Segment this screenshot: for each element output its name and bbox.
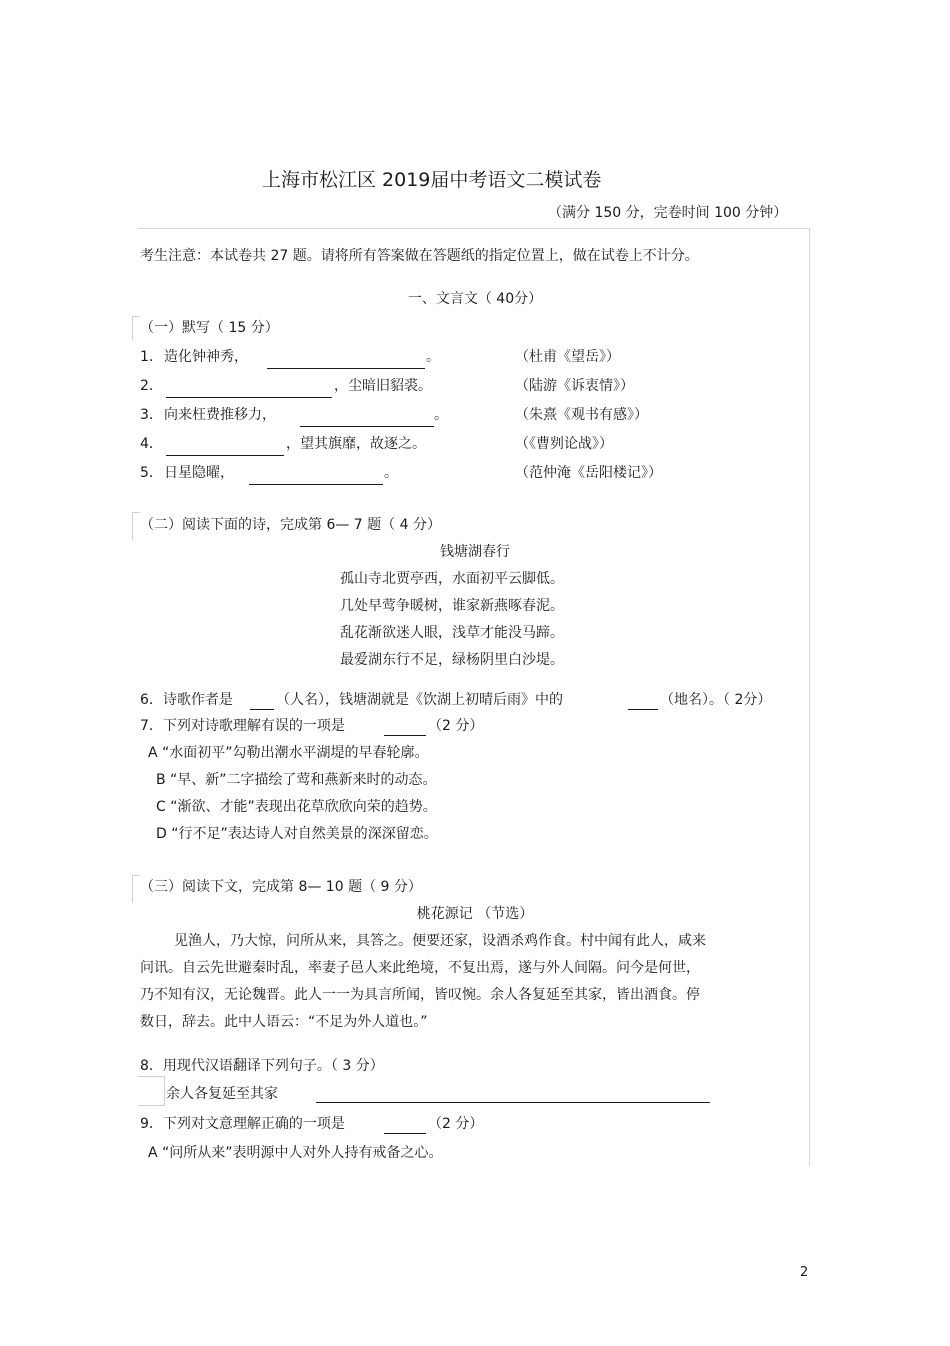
page-title: 上海市松江区 2019届中考语文二模试卷 — [262, 169, 602, 191]
answer-blank[interactable] — [166, 455, 284, 456]
poem-title: 钱塘湖春行 — [440, 544, 510, 560]
poem-line: 乱花渐欲迷人眼，浅草才能没马蹄。 — [340, 625, 564, 641]
question-source: （《曹刿论战》） — [515, 436, 613, 452]
translation-blank[interactable] — [316, 1102, 710, 1103]
part-tab-marker — [132, 875, 133, 903]
answer-blank[interactable] — [384, 735, 426, 736]
part-tab-marker — [132, 316, 140, 317]
answer-blank[interactable] — [628, 709, 658, 710]
question-tail: ，望其旗靡，故逐之。 — [286, 436, 426, 452]
answer-blank[interactable] — [300, 426, 434, 427]
option-a: A “水面初平”勾勒出潮水平湖堤的早春轮廓。 — [148, 745, 429, 761]
question-source: （陆游《诉衷情》） — [515, 378, 634, 394]
question-source: （朱熹《观书有感》） — [515, 407, 648, 423]
passage-title: 桃花源记 （节选） — [416, 906, 534, 922]
q6-stem: 6．诗歌作者是 — [140, 692, 233, 708]
question-number: 2． — [140, 378, 163, 394]
question-text: 向来枉费推移力， — [164, 407, 276, 423]
frame-top-border — [138, 228, 810, 229]
poem-line: 孤山寺北贾亭西，水面初平云脚低。 — [340, 571, 564, 587]
poem-line: 最爱湖东行不足，绿杨阴里白沙堤。 — [340, 652, 564, 668]
page-number: 2 — [800, 1265, 809, 1280]
question-number: 3． — [140, 407, 163, 423]
answer-blank[interactable] — [166, 397, 332, 398]
question-number: 5． — [140, 465, 163, 481]
answer-blank[interactable] — [267, 368, 425, 369]
part-tab-marker — [132, 512, 133, 540]
question-source: （范仲淹《岳阳楼记》） — [515, 465, 662, 481]
indent-box — [138, 1076, 165, 1106]
question-source: （杜甫《望岳》） — [515, 349, 620, 365]
question-tail: ，尘暗旧貂裘。 — [334, 378, 432, 394]
q9-stem: 9．下列对文意理解正确的一项是 — [140, 1116, 345, 1132]
question-number: 4． — [140, 436, 163, 452]
q8-sentence: 余人各复延至其家 — [166, 1086, 278, 1102]
q6-tail: （地名）。（ 2分） — [660, 692, 772, 708]
option-b: B “早、新”二字描绘了莺和燕新来时的动态。 — [156, 772, 437, 788]
part-tab-marker — [132, 512, 140, 513]
part3-label: （三）阅读下文，完成第 8— 10 题（ 9 分） — [140, 879, 422, 895]
passage-line: 乃不知有汉，无论魏晋。此人一一为具言所闻，皆叹惋。余人各复延至其家，皆出酒食。停 — [140, 987, 700, 1003]
question-tail: 。 — [384, 465, 398, 481]
question-tail: 。 — [434, 407, 448, 423]
exam-info: （满分 150 分，完卷时间 100 分钟） — [548, 205, 788, 221]
part-tab-marker — [132, 875, 140, 876]
option-d: D “行不足”表达诗人对自然美景的深深留恋。 — [156, 826, 438, 842]
passage-line: 见渔人，乃大惊，问所从来，具答之。便要还家，设酒杀鸡作食。村中闻有此人，咸来 — [174, 933, 706, 949]
question-text: 日星隐曜， — [164, 465, 234, 481]
exam-notice: 考生注意：本试卷共 27 题。请将所有答案做在答题纸的指定位置上，做在试卷上不计分。 — [140, 248, 699, 264]
poem-line: 几处早莺争暖树，谁家新燕啄春泥。 — [340, 598, 564, 614]
passage-line: 问讯。自云先世避秦时乱，率妻子邑人来此绝境，不复出焉，遂与外人间隔。问今是何世， — [140, 960, 700, 976]
option-c: C “渐欲、才能”表现出花草欣欣向荣的趋势。 — [156, 799, 437, 815]
question-tail: 。 — [426, 349, 440, 365]
part-tab-marker — [132, 316, 133, 340]
q9-score: （2 分） — [428, 1116, 484, 1132]
q7-score: （2 分） — [428, 718, 484, 734]
passage-line: 数日，辞去。此中人语云：“不足为外人道也。” — [140, 1014, 428, 1030]
q6-middle: （人名），钱塘湖就是《饮湖上初晴后雨》中的 — [276, 692, 563, 708]
answer-blank[interactable] — [384, 1133, 426, 1134]
frame-right-border — [809, 228, 810, 1166]
part1-label: （一）默写（ 15 分） — [140, 320, 279, 336]
q7-stem: 7．下列对诗歌理解有误的一项是 — [140, 718, 345, 734]
section-heading: 一、文言文（ 40分） — [407, 291, 543, 307]
q8-stem: 8．用现代汉语翻译下列句子。（ 3 分） — [140, 1058, 384, 1074]
question-number: 1． — [140, 349, 163, 365]
answer-blank[interactable] — [249, 484, 383, 485]
part2-label: （二）阅读下面的诗，完成第 6— 7 题（ 4 分） — [140, 517, 441, 533]
question-text: 造化钟神秀， — [164, 349, 248, 365]
answer-blank[interactable] — [250, 709, 274, 710]
option-a: A “问所从来”表明源中人对外人持有戒备之心。 — [148, 1145, 443, 1161]
